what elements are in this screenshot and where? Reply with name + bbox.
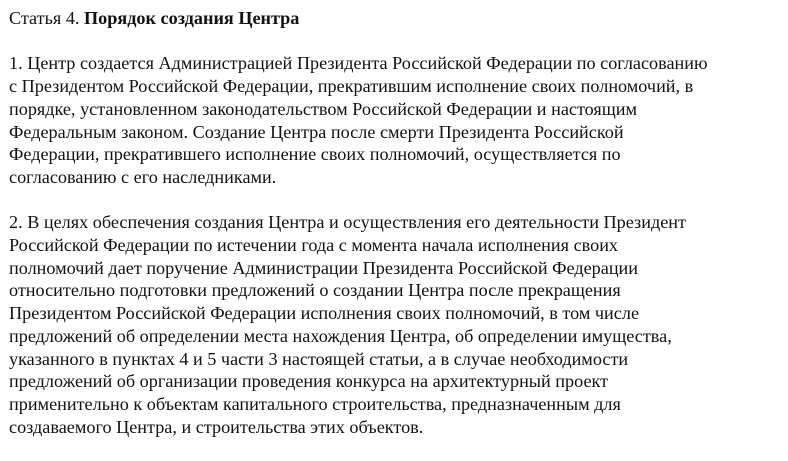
paragraph-1: [9, 52, 784, 188]
text-line: полномочий дает поручение Администрации Президента Российской Федерации: [9, 257, 639, 278]
article-heading: [9, 7, 784, 30]
text-line: Российской Федерации по истечении года с момента начала исполнения своих: [9, 235, 619, 255]
text-line: 1. Центр создается Администрацией Президента Российской Федерации по согласованию: [9, 53, 708, 74]
text-line: Федеральным законом. Создание Центра после смерти Президента Российской: [9, 121, 624, 142]
paragraph-2: [9, 211, 784, 438]
document-body: [9, 7, 784, 461]
text-line: согласованию с его наследниками.: [9, 166, 277, 187]
text-line: предложений об организации проведения конкурса на архитектурный проект: [9, 371, 609, 392]
text-line: указанного в пунктах 4 и 5 части 3 настоящей статьи, а в случае необходимости: [9, 348, 629, 369]
article-label: Статья 4.: [9, 8, 80, 28]
text-line: создаваемого Центра, и строительства этих объектов.: [9, 416, 424, 437]
text-line: 2. В целях обеспечения создания Центра и осуществления его деятельности Президент: [9, 212, 686, 233]
text-line: относительно подготовки предложений о создании Центра после прекращения: [9, 280, 621, 301]
text-line: Президентом Российской Федерации исполнения своих полномочий, в том числе: [9, 303, 640, 324]
text-line: Федерации, прекратившего исполнение своих полномочий, осуществляется по: [9, 144, 621, 165]
text-line: применительно к объектам капитального строительства, предназначенным для: [9, 393, 621, 414]
text-line: предложений об определении места нахождения Центра, об определении имущества,: [9, 325, 672, 346]
text-line: с Президентом Российской Федерации, прекратившим исполнение своих полномочий, в: [9, 76, 694, 97]
article-title: Порядок создания Центра: [84, 8, 300, 28]
text-line: порядке, установленном законодательством Российской Федерации и настоящим: [9, 98, 638, 119]
